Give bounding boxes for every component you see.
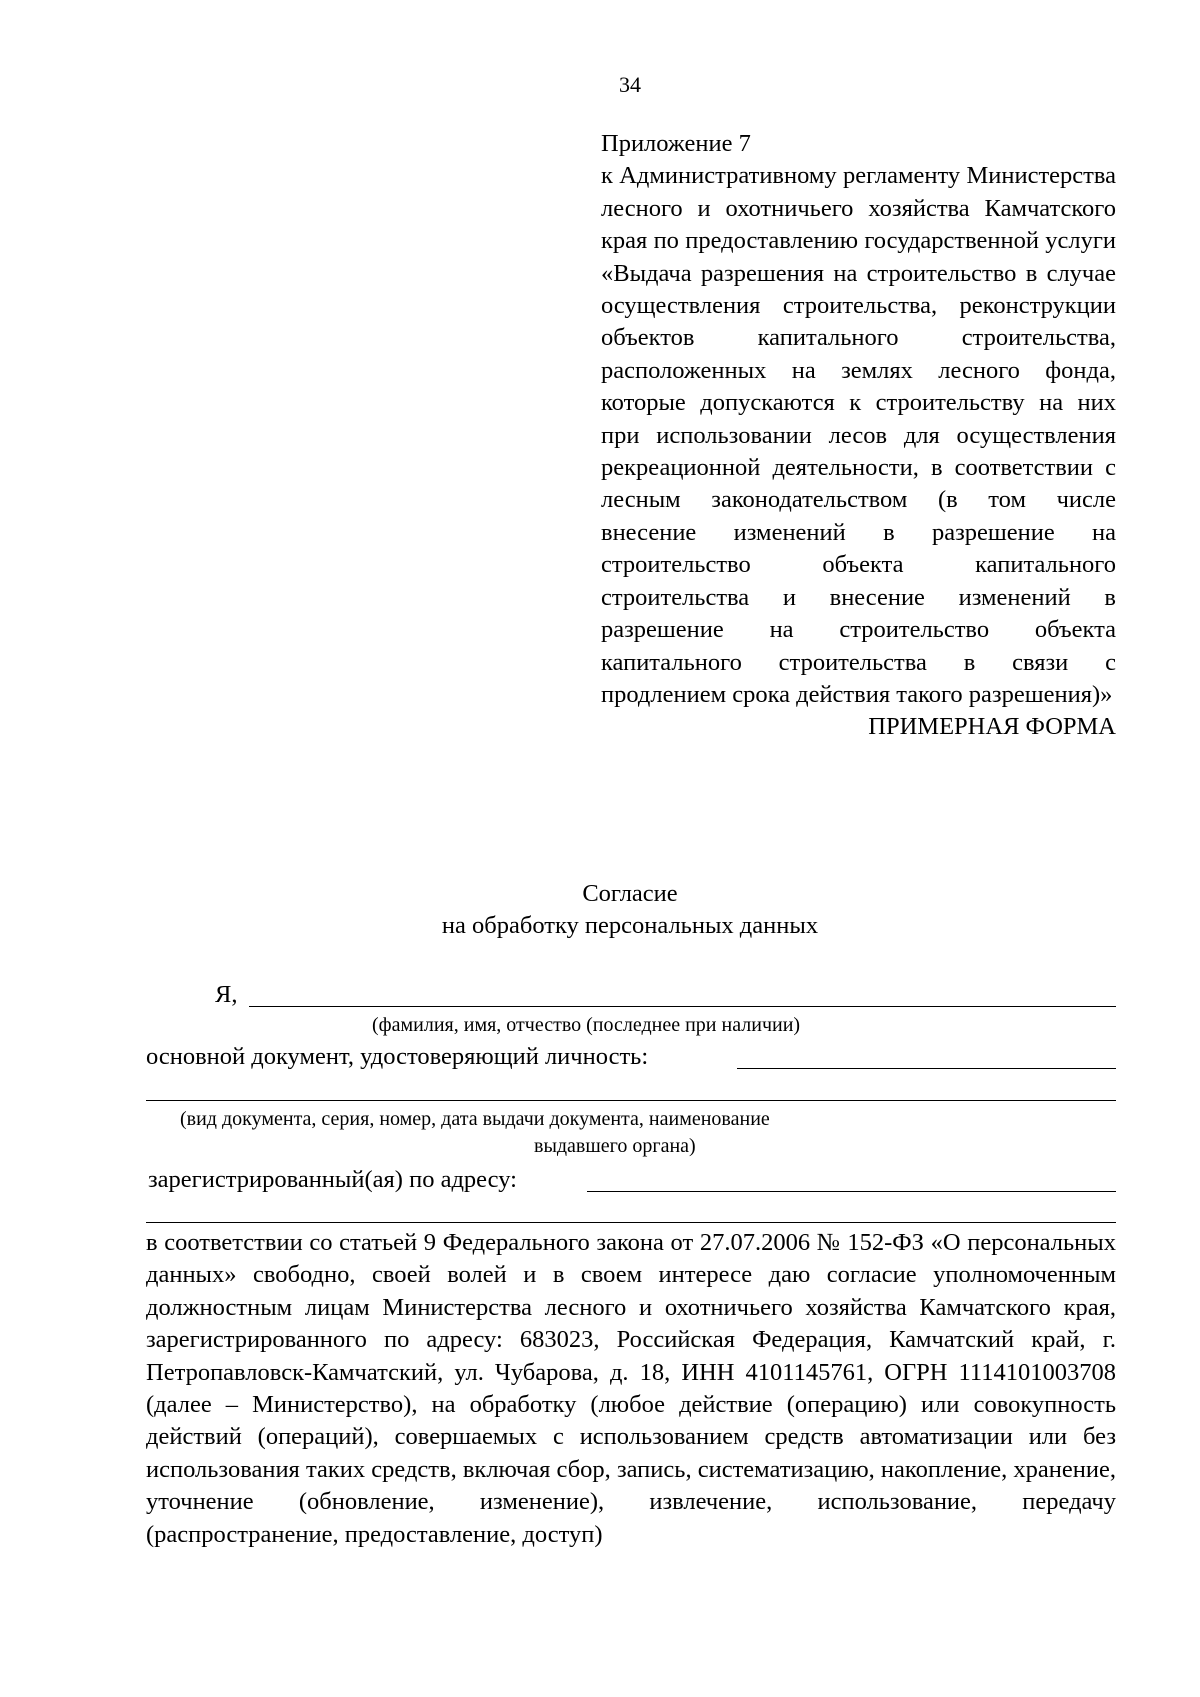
address-label: зарегистрированный(ая) по адресу: (148, 1166, 517, 1193)
id-document-field-line[interactable] (737, 1068, 1116, 1069)
consent-text: в соответствии со статьей 9 Федерального закона от 27.07.2006 № 152-ФЗ «О персональных данных» свободно, своей волей и в своем интересе даю согласие уполномоченным должностным лицам Министерства лесного и охотничьего хозяйства Камчатского края, зарегистрированного по адресу: 683023, Российская Федерация, Камчатский край, г. Петропавловск-Камчатский, ул. Чубарова, д. 18, ИНН 4101145761, ОГРН 1114101003708 (далее – Министерство), на обработку (любое действие (операцию) или совокупность действий (операций), совершаемых с использованием средств автоматизации или без использования таких средств, включая сбор, запись, систематизацию, накопление, хранение, уточнение (обновление, изменение), извлечение, использование, передачу (распространение, предоставление, доступ) (146, 1229, 1116, 1548)
address-field-line[interactable] (587, 1191, 1116, 1192)
id-document-field-line-2[interactable] (146, 1100, 1116, 1101)
id-document-caption-2: выдавшего органа) (534, 1135, 696, 1157)
name-field-caption: (фамилия, имя, отчество (последнее при наличии) (372, 1014, 801, 1036)
form-label: ПРИМЕРНАЯ ФОРМА (868, 713, 1116, 741)
annex-body: к Административному регламенту Министерства лесного и охотничьего хозяйства Камчатского края по предоставлению государственной услуги «Выдача разрешения на строительство в случае осуществления строительства, реконструкции объектов капитального строительства, расположенных на землях лесного фонда, которые допускаются к строительству на них при использовании лесов для осуществления рекреационной деятельности, в соответствии с лесным законодательством (в том числе внесение изменений в разрешение на строительство объекта капитального строительства и внесение изменений в разрешение на строительство объекта капитального строительства в связи с продлением срока действия такого разрешения)» (601, 162, 1116, 708)
document-subtitle: на обработку персональных данных (441, 912, 819, 939)
id-document-label: основной документ, удостоверяющий личность: (146, 1043, 649, 1070)
page-number: 34 (619, 72, 641, 97)
name-field-line[interactable] (249, 1006, 1116, 1007)
document-title: Согласие (582, 880, 678, 907)
name-prefix: Я, (215, 981, 238, 1008)
annex-title: Приложение 7 (601, 130, 751, 157)
annex-header (601, 128, 1116, 744)
id-document-caption-1: (вид документа, серия, номер, дата выдачи документа, наименование (180, 1108, 770, 1130)
address-field-line-2[interactable] (146, 1222, 1116, 1223)
